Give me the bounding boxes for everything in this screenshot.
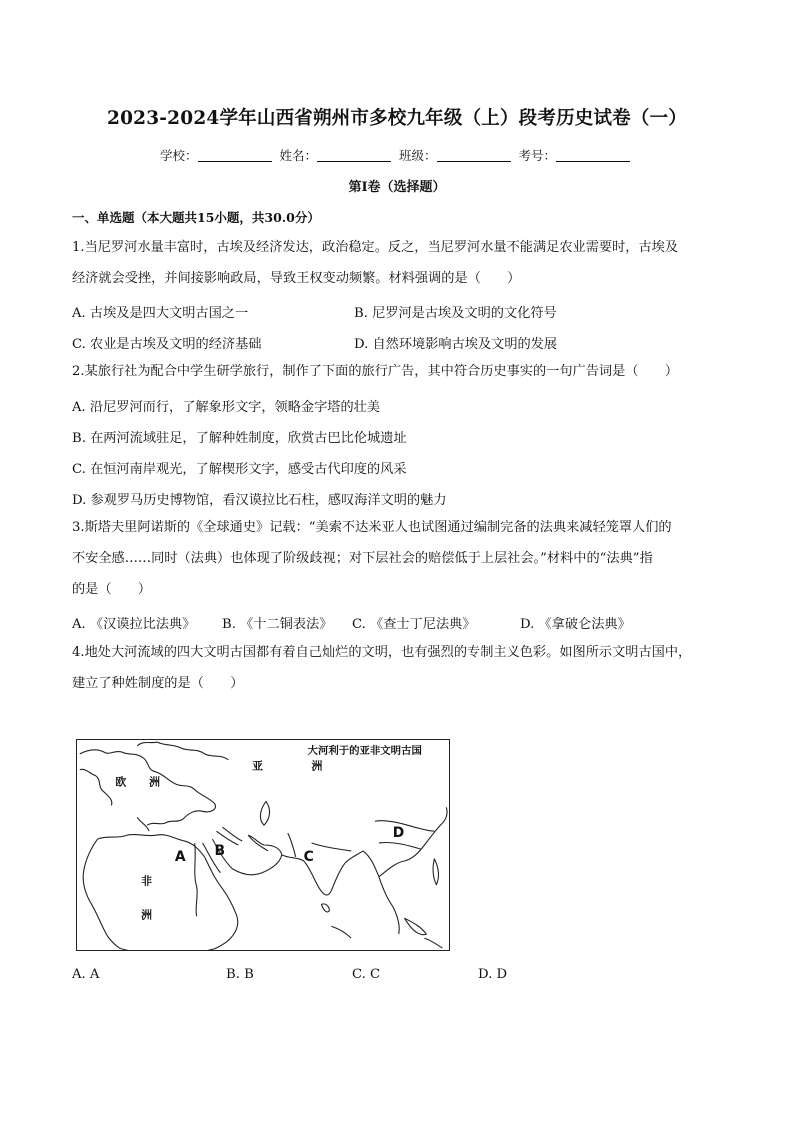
question-3-line-2: 不安全感……同时（法典）也体现了阶级歧视；对下层社会的赔偿低于上层社会。”材料中的“法典”指 — [72, 551, 653, 566]
question-4-line-2: 建立了种姓制度的是（ ） — [72, 676, 244, 691]
persian-gulf — [248, 835, 268, 851]
africa-west-coast — [83, 839, 127, 950]
name-blank[interactable] — [317, 149, 391, 162]
exam-title: 2023-2024学年山西省朔州市多校九年级（上）段考历史试卷（一） — [107, 108, 687, 129]
q4-option-c[interactable]: C. C — [352, 967, 381, 982]
q3-option-b[interactable]: B. 《十二铜表法》 — [222, 617, 333, 632]
map-title: 大河利于的亚非文明古国 — [307, 744, 422, 757]
italy-coast — [137, 817, 149, 831]
map-label-asia-1: 亚 — [252, 759, 263, 773]
question-1-line-2: 经济就会受挫，并间接影响政局，导致王权变动频繁。材料强调的是（ ） — [72, 271, 521, 286]
question-4 — [72, 637, 722, 699]
q3-option-d[interactable]: D. 《拿破仑法典》 — [520, 617, 631, 632]
name-label: 姓名： — [279, 148, 317, 163]
map-label-asia-2: 洲 — [311, 759, 323, 773]
q4-option-a[interactable]: A. A — [72, 967, 100, 982]
sumatra-island — [331, 926, 351, 938]
sri-lanka-island — [321, 904, 329, 912]
section-title: 第Ⅰ卷（选择题） — [348, 180, 446, 195]
q2-option-c[interactable]: C. 在恒河南岸观光，了解楔形文字，感受古代印度的风采 — [72, 462, 407, 477]
map-svg — [77, 740, 449, 950]
q3-option-a[interactable]: A. 《汉谟拉比法典》 — [72, 617, 196, 632]
borneo-island — [405, 918, 427, 934]
q1-option-c[interactable]: C. 农业是古埃及文明的经济基础 — [72, 337, 262, 352]
q2-option-b[interactable]: B. 在两河流域驻足，了解种姓制度，欣赏古巴比伦城遗址 — [72, 431, 407, 446]
question-1 — [72, 232, 722, 294]
q2-option-d[interactable]: D. 参观罗马历史博物馆，看汉谟拉比石柱，感叹海洋文明的魅力 — [72, 493, 447, 508]
part-title: 一、单选题（本大题共15小题，共30.0分） — [72, 210, 320, 225]
student-info-row — [0, 146, 794, 164]
school-blank[interactable] — [198, 149, 272, 162]
java-island — [424, 938, 442, 948]
coastlines — [80, 742, 447, 950]
q2-option-a[interactable]: A. 沿尼罗河而行，了解象形文字，领略金字塔的壮美 — [72, 400, 381, 415]
map-letter-d: D — [392, 825, 405, 842]
question-3-line-3: 的是（ ） — [72, 582, 152, 597]
q1-option-a[interactable]: A. 古埃及是四大文明古国之一 — [72, 306, 249, 321]
taiwan-island — [433, 859, 438, 885]
ancient-civilizations-map — [76, 739, 450, 951]
tigris-river — [222, 827, 242, 841]
map-label-europe-2: 洲 — [149, 775, 160, 789]
question-1-line-1: 1.当尼罗河水量丰富时，古埃及经济发达，政治稳定。反之，当尼罗河水量不能满足农业需要时，古埃及 — [72, 240, 679, 255]
map-letter-b: B — [214, 842, 226, 859]
ganges-river — [312, 843, 352, 851]
q3-option-c[interactable]: C. 《查士丁尼法典》 — [352, 617, 476, 632]
indus-river — [288, 833, 296, 857]
id-label: 考号： — [518, 148, 556, 163]
map-label-europe-1: 欧 — [115, 775, 127, 789]
se-asia-coast — [363, 851, 399, 934]
question-2-line-1: 2.某旅行社为配合中学生研学旅行，制作了下面的旅行广告，其中符合历史事实的一句广告词是（ ） — [72, 364, 679, 379]
yangtze-river — [379, 842, 421, 848]
q1-option-d[interactable]: D. 自然环境影响古埃及文明的发展 — [354, 337, 558, 352]
school-label: 学校： — [159, 148, 198, 163]
question-3 — [72, 512, 722, 605]
question-3-line-1: 3.斯塔夫里阿诺斯的《全球通史》记载：“美索不达米亚人也试图通过编制完备的法典来减轻笼罩人们的 — [72, 520, 672, 535]
q4-option-d[interactable]: D. D — [478, 967, 508, 982]
map-label-africa-2: 洲 — [141, 908, 153, 922]
nile-river — [195, 843, 198, 916]
class-label: 班级： — [398, 148, 437, 163]
map-label-africa-1: 非 — [141, 874, 153, 888]
caspian-sea — [260, 801, 269, 825]
yellow-river — [375, 821, 434, 831]
north-africa-coast — [98, 835, 205, 857]
class-blank[interactable] — [437, 149, 511, 162]
arabia-coast — [232, 835, 282, 875]
scandinavia-coast — [137, 742, 228, 760]
question-4-line-1: 4.地处大河流域的四大文明古国都有着自己灿烂的文明，也有强烈的专制主义色彩。如图所示文明古国中， — [72, 645, 692, 660]
map-letter-a: A — [174, 848, 186, 865]
iberia-coast — [80, 769, 112, 805]
q4-option-b[interactable]: B. B — [226, 967, 254, 982]
q1-option-b[interactable]: B. 尼罗河是古埃及文明的文化符号 — [354, 306, 557, 321]
id-blank[interactable] — [556, 149, 630, 162]
india-coast — [282, 848, 363, 895]
question-2 — [72, 356, 722, 387]
map-letter-c: C — [303, 848, 314, 865]
africa-east-coast — [205, 857, 238, 950]
